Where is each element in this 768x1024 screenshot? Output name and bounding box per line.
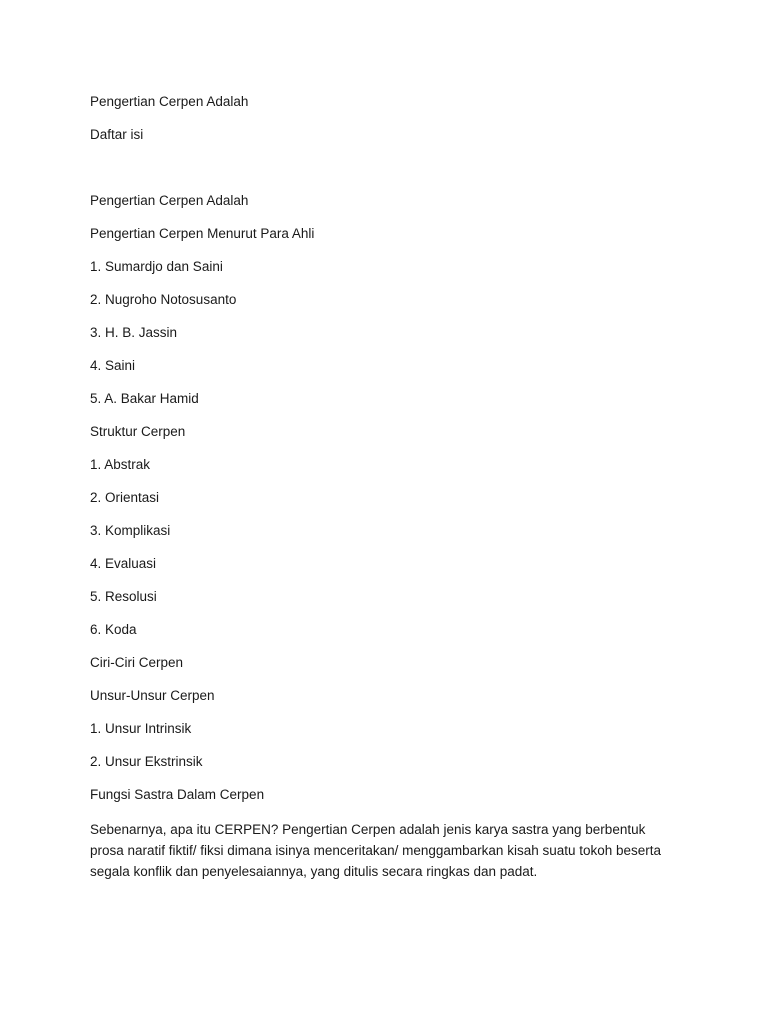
toc-heading: Daftar isi xyxy=(90,127,144,142)
toc-item: Ciri-Ciri Cerpen xyxy=(90,655,184,670)
toc-item: 6. Koda xyxy=(90,622,137,637)
toc-item: 1. Sumardjo dan Saini xyxy=(90,259,223,274)
document-title: Pengertian Cerpen Adalah xyxy=(90,94,249,109)
toc-item: 1. Unsur Intrinsik xyxy=(90,721,192,736)
toc-item: 3. H. B. Jassin xyxy=(90,325,178,340)
toc-item: 4. Saini xyxy=(90,358,136,373)
toc-item: Unsur-Unsur Cerpen xyxy=(90,688,215,703)
toc-item: Pengertian Cerpen Adalah xyxy=(90,193,249,208)
intro-paragraph: Sebenarnya, apa itu CERPEN? Pengertian Cerpen adalah jenis karya sastra yang berbentuk prosa naratif fiktif/ fiksi dimana isinya menceritakan/ menggambarkan kisah suatu tokoh beserta segala konflik dan penyelesaiannya, yang ditulis secara ringkas dan padat. xyxy=(90,822,662,879)
toc-item: 2. Nugroho Notosusanto xyxy=(90,292,237,307)
document-page xyxy=(90,93,690,882)
toc-item: 2. Orientasi xyxy=(90,490,160,505)
toc-item: 3. Komplikasi xyxy=(90,523,171,538)
toc-item: 1. Abstrak xyxy=(90,457,151,472)
toc-item: Pengertian Cerpen Menurut Para Ahli xyxy=(90,226,315,241)
toc-item: Fungsi Sastra Dalam Cerpen xyxy=(90,787,265,802)
toc-item: 2. Unsur Ekstrinsik xyxy=(90,754,203,769)
toc-item: 5. Resolusi xyxy=(90,589,157,604)
toc-item: 4. Evaluasi xyxy=(90,556,157,571)
toc-item: 5. A. Bakar Hamid xyxy=(90,391,199,406)
toc-item: Struktur Cerpen xyxy=(90,424,186,439)
